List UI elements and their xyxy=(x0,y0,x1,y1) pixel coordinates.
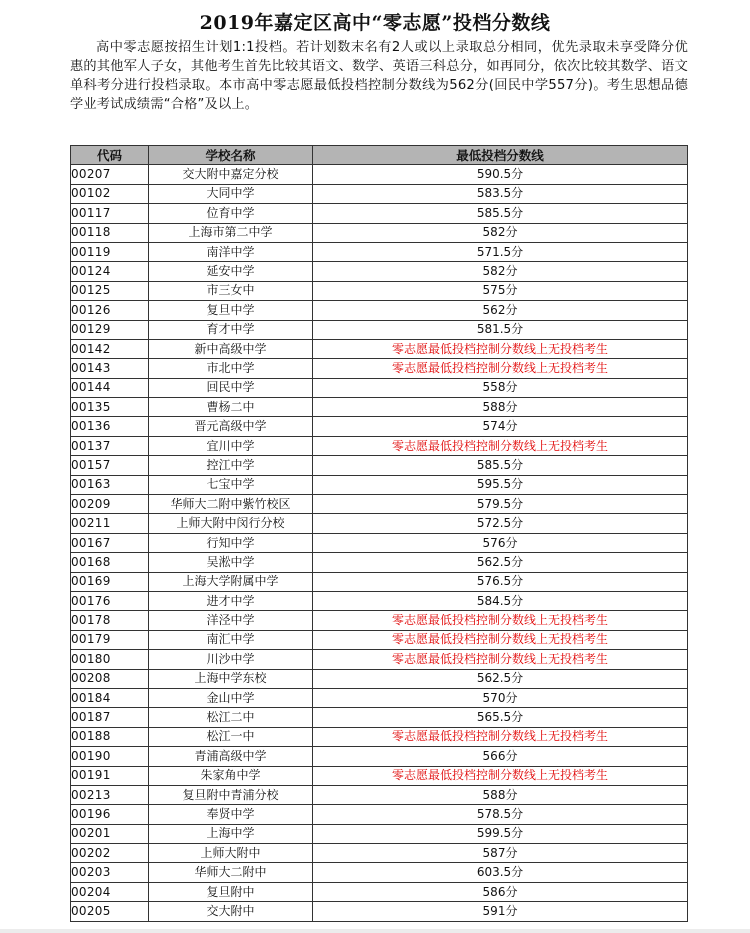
min-score-cell: 565.5分 xyxy=(313,708,688,727)
school-code-cell: 00124 xyxy=(71,262,149,281)
school-name-cell: 上师大附中 xyxy=(149,844,313,863)
school-name-cell: 市北中学 xyxy=(149,359,313,378)
school-code-cell: 00205 xyxy=(71,902,149,921)
school-code-cell: 00187 xyxy=(71,708,149,727)
school-code-cell: 00102 xyxy=(71,184,149,203)
school-name-cell: 华师大二附中紫竹校区 xyxy=(149,495,313,514)
intro-paragraph: 高中零志愿按招生计划1:1投档。若计划数末名有2人或以上录取总分相同，优先录取未享受降分优惠的其他军人子女，其他考生首先比较其语文、数学、英语三科总分，如再同分，依次比较其数学、语文单科考分进行投档录取。本市高中零志愿最低投档控制分数线为562分(回民中学557分)。考生思想品德学业考试成绩需“合格”及以上。 xyxy=(70,40,688,112)
school-code-cell: 00129 xyxy=(71,320,149,339)
school-name-cell: 上海市第二中学 xyxy=(149,223,313,242)
school-name-cell: 新中高级中学 xyxy=(149,339,313,358)
school-name-cell: 育才中学 xyxy=(149,320,313,339)
min-score-cell: 576分 xyxy=(313,533,688,552)
min-score-cell: 588分 xyxy=(313,785,688,804)
school-code-cell: 00202 xyxy=(71,844,149,863)
min-score-cell: 562分 xyxy=(313,301,688,320)
school-code-cell: 00126 xyxy=(71,301,149,320)
header-code: 代码 xyxy=(71,146,149,165)
table-row xyxy=(71,553,688,572)
school-code-cell: 00117 xyxy=(71,204,149,223)
table-row xyxy=(71,824,688,843)
school-name-cell: 朱家角中学 xyxy=(149,766,313,785)
no-candidate-note: 零志愿最低投档控制分数线上无投档考生 xyxy=(313,339,688,358)
school-name-cell: 控江中学 xyxy=(149,456,313,475)
header-school: 学校名称 xyxy=(149,146,313,165)
school-name-cell: 大同中学 xyxy=(149,184,313,203)
table-row xyxy=(71,378,688,397)
min-score-cell: 585.5分 xyxy=(313,456,688,475)
school-code-cell: 00190 xyxy=(71,747,149,766)
school-code-cell: 00204 xyxy=(71,882,149,901)
min-score-cell: 562.5分 xyxy=(313,669,688,688)
document-title: 2019年嘉定区高中“零志愿”投档分数线 xyxy=(199,12,551,34)
no-candidate-note: 零志愿最低投档控制分数线上无投档考生 xyxy=(313,611,688,630)
table-row xyxy=(71,572,688,591)
min-score-cell: 572.5分 xyxy=(313,514,688,533)
header-score: 最低投档分数线 xyxy=(313,146,688,165)
min-score-cell: 599.5分 xyxy=(313,824,688,843)
table-row xyxy=(71,669,688,688)
table-row xyxy=(71,747,688,766)
table-row xyxy=(71,805,688,824)
table-body xyxy=(71,165,688,921)
min-score-cell: 582分 xyxy=(313,223,688,242)
school-name-cell: 宜川中学 xyxy=(149,436,313,455)
school-code-cell: 00167 xyxy=(71,533,149,552)
table-row xyxy=(71,688,688,707)
min-score-cell: 591分 xyxy=(313,902,688,921)
table-row xyxy=(71,184,688,203)
table-row xyxy=(71,359,688,378)
min-score-cell: 576.5分 xyxy=(313,572,688,591)
school-name-cell: 复旦附中 xyxy=(149,882,313,901)
school-name-cell: 位育中学 xyxy=(149,204,313,223)
min-score-cell: 578.5分 xyxy=(313,805,688,824)
school-code-cell: 00207 xyxy=(71,165,149,184)
table-row xyxy=(71,242,688,261)
school-name-cell: 松江二中 xyxy=(149,708,313,727)
school-code-cell: 00136 xyxy=(71,417,149,436)
table-row xyxy=(71,398,688,417)
table-row xyxy=(71,902,688,921)
school-code-cell: 00135 xyxy=(71,398,149,417)
school-code-cell: 00213 xyxy=(71,785,149,804)
min-score-cell: 584.5分 xyxy=(313,591,688,610)
no-candidate-note: 零志愿最低投档控制分数线上无投档考生 xyxy=(313,650,688,669)
table-row xyxy=(71,301,688,320)
bottom-divider xyxy=(0,929,750,933)
school-name-cell: 川沙中学 xyxy=(149,650,313,669)
school-name-cell: 晋元高级中学 xyxy=(149,417,313,436)
score-table xyxy=(70,145,688,922)
min-score-cell: 583.5分 xyxy=(313,184,688,203)
school-name-cell: 复旦中学 xyxy=(149,301,313,320)
school-name-cell: 洋泾中学 xyxy=(149,611,313,630)
table-row xyxy=(71,611,688,630)
school-code-cell: 00211 xyxy=(71,514,149,533)
min-score-cell: 574分 xyxy=(313,417,688,436)
no-candidate-note: 零志愿最低投档控制分数线上无投档考生 xyxy=(313,727,688,746)
school-code-cell: 00144 xyxy=(71,378,149,397)
table-row xyxy=(71,630,688,649)
school-code-cell: 00143 xyxy=(71,359,149,378)
school-code-cell: 00184 xyxy=(71,688,149,707)
min-score-cell: 585.5分 xyxy=(313,204,688,223)
min-score-cell: 562.5分 xyxy=(313,553,688,572)
table-row xyxy=(71,591,688,610)
min-score-cell: 571.5分 xyxy=(313,242,688,261)
school-name-cell: 上海中学 xyxy=(149,824,313,843)
min-score-cell: 575分 xyxy=(313,281,688,300)
school-code-cell: 00169 xyxy=(71,572,149,591)
school-code-cell: 00137 xyxy=(71,436,149,455)
school-code-cell: 00179 xyxy=(71,630,149,649)
school-name-cell: 行知中学 xyxy=(149,533,313,552)
min-score-cell: 603.5分 xyxy=(313,863,688,882)
school-name-cell: 曹杨二中 xyxy=(149,398,313,417)
table-row xyxy=(71,766,688,785)
table-row xyxy=(71,844,688,863)
table-row xyxy=(71,165,688,184)
min-score-cell: 558分 xyxy=(313,378,688,397)
school-name-cell: 青浦高级中学 xyxy=(149,747,313,766)
no-candidate-note: 零志愿最低投档控制分数线上无投档考生 xyxy=(313,436,688,455)
school-name-cell: 南汇中学 xyxy=(149,630,313,649)
school-code-cell: 00142 xyxy=(71,339,149,358)
school-name-cell: 奉贤中学 xyxy=(149,805,313,824)
school-code-cell: 00178 xyxy=(71,611,149,630)
school-name-cell: 松江一中 xyxy=(149,727,313,746)
table-row xyxy=(71,650,688,669)
min-score-cell: 588分 xyxy=(313,398,688,417)
table-row xyxy=(71,436,688,455)
no-candidate-note: 零志愿最低投档控制分数线上无投档考生 xyxy=(313,359,688,378)
table-row xyxy=(71,882,688,901)
table-row xyxy=(71,320,688,339)
school-code-cell: 00191 xyxy=(71,766,149,785)
school-code-cell: 00201 xyxy=(71,824,149,843)
school-code-cell: 00163 xyxy=(71,475,149,494)
school-name-cell: 吴淞中学 xyxy=(149,553,313,572)
school-name-cell: 南洋中学 xyxy=(149,242,313,261)
no-candidate-note: 零志愿最低投档控制分数线上无投档考生 xyxy=(313,630,688,649)
min-score-cell: 595.5分 xyxy=(313,475,688,494)
table-row xyxy=(71,708,688,727)
school-code-cell: 00176 xyxy=(71,591,149,610)
school-code-cell: 00209 xyxy=(71,495,149,514)
school-code-cell: 00119 xyxy=(71,242,149,261)
school-code-cell: 00168 xyxy=(71,553,149,572)
school-code-cell: 00118 xyxy=(71,223,149,242)
school-code-cell: 00157 xyxy=(71,456,149,475)
min-score-cell: 586分 xyxy=(313,882,688,901)
school-name-cell: 进才中学 xyxy=(149,591,313,610)
table-row xyxy=(71,223,688,242)
table-row xyxy=(71,417,688,436)
table-row xyxy=(71,204,688,223)
table-header-row xyxy=(71,146,688,165)
school-code-cell: 00125 xyxy=(71,281,149,300)
school-name-cell: 市三女中 xyxy=(149,281,313,300)
min-score-cell: 570分 xyxy=(313,688,688,707)
table-row xyxy=(71,281,688,300)
school-name-cell: 金山中学 xyxy=(149,688,313,707)
school-name-cell: 上海中学东校 xyxy=(149,669,313,688)
min-score-cell: 590.5分 xyxy=(313,165,688,184)
no-candidate-note: 零志愿最低投档控制分数线上无投档考生 xyxy=(313,766,688,785)
school-name-cell: 交大附中 xyxy=(149,902,313,921)
school-name-cell: 七宝中学 xyxy=(149,475,313,494)
table-row xyxy=(71,514,688,533)
min-score-cell: 587分 xyxy=(313,844,688,863)
table-row xyxy=(71,262,688,281)
table-row xyxy=(71,475,688,494)
school-name-cell: 交大附中嘉定分校 xyxy=(149,165,313,184)
school-name-cell: 华师大二附中 xyxy=(149,863,313,882)
school-code-cell: 00203 xyxy=(71,863,149,882)
min-score-cell: 581.5分 xyxy=(313,320,688,339)
school-code-cell: 00196 xyxy=(71,805,149,824)
table-row xyxy=(71,456,688,475)
table-row xyxy=(71,339,688,358)
min-score-cell: 566分 xyxy=(313,747,688,766)
table-row xyxy=(71,727,688,746)
table-row xyxy=(71,785,688,804)
min-score-cell: 582分 xyxy=(313,262,688,281)
table-row xyxy=(71,533,688,552)
table-row xyxy=(71,863,688,882)
table-row xyxy=(71,495,688,514)
school-name-cell: 复旦附中青浦分校 xyxy=(149,785,313,804)
school-name-cell: 上海大学附属中学 xyxy=(149,572,313,591)
school-name-cell: 延安中学 xyxy=(149,262,313,281)
school-name-cell: 回民中学 xyxy=(149,378,313,397)
school-code-cell: 00188 xyxy=(71,727,149,746)
school-code-cell: 00208 xyxy=(71,669,149,688)
min-score-cell: 579.5分 xyxy=(313,495,688,514)
school-name-cell: 上师大附中闵行分校 xyxy=(149,514,313,533)
school-code-cell: 00180 xyxy=(71,650,149,669)
